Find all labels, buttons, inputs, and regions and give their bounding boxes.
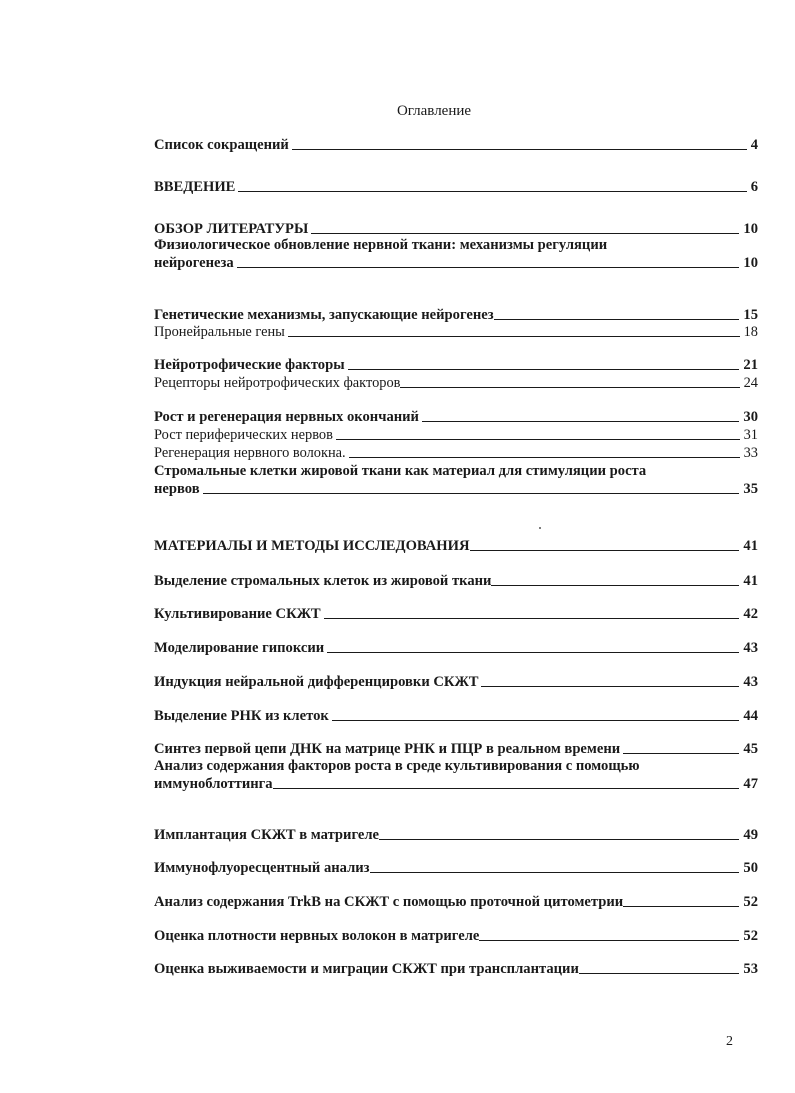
toc-entry-row (154, 444, 758, 462)
toc-leader-line (623, 906, 739, 907)
toc-entry-row (154, 306, 758, 324)
toc-entry-row (154, 537, 758, 555)
toc-entry-title: Генетические механизмы, запускающие нейрогенез (154, 307, 494, 323)
toc-leader-line (623, 753, 739, 754)
toc-entry-title: Нейротрофические факторы (154, 357, 345, 373)
toc-entry-title: Рецепторы нейротрофических факторов (154, 375, 401, 391)
toc-entry-row (154, 408, 758, 426)
toc-entry-row (154, 605, 758, 623)
toc-entry (154, 673, 758, 691)
toc-page-number: 53 (743, 961, 758, 977)
toc-entry-row (154, 426, 758, 444)
toc-entry-title: Рост и регенерация нервных окончаний (154, 409, 419, 425)
toc-leader-line (481, 686, 739, 687)
toc-entry-row (154, 639, 758, 657)
toc-entry-title: Регенерация нервного волокна. (154, 445, 346, 461)
toc-leader-line (237, 267, 740, 268)
toc-leader-line (370, 872, 740, 873)
toc-entry (154, 707, 758, 725)
toc-leader-line (238, 191, 746, 192)
toc-entry-row (154, 826, 758, 844)
toc-entry-title: Культивирование СКЖТ (154, 606, 321, 622)
toc-page-number: 52 (743, 894, 758, 910)
toc-leader-line (336, 439, 740, 440)
toc-entry-title: Оценка плотности нервных волокон в матригеле (154, 928, 480, 944)
toc-entry-title: Моделирование гипоксии (154, 640, 325, 656)
toc-page-number: 43 (743, 674, 758, 690)
toc-page-number: 42 (743, 606, 758, 622)
toc-leader-line (400, 387, 739, 388)
toc-entry-row (154, 740, 758, 758)
toc-page-number: 31 (743, 427, 758, 443)
toc-leader-line (494, 319, 740, 320)
toc-entry-title: Оценка выживаемости и миграции СКЖТ при трансплантации (154, 961, 579, 977)
toc-leader-line (332, 720, 740, 721)
toc-entry-title: МАТЕРИАЛЫ И МЕТОДЫ ИССЛЕДОВАНИЯ (154, 538, 470, 554)
toc-entry-row (154, 480, 758, 498)
toc-entry (154, 960, 758, 978)
toc-entry-title: нейрогенеза (154, 255, 234, 271)
toc-page-number: 24 (743, 375, 758, 391)
toc-entry-title: Пронейральные гены (154, 324, 285, 340)
toc-entry (154, 374, 758, 392)
toc-leader-line (311, 233, 739, 234)
toc-entry (154, 408, 758, 426)
toc-entry (154, 306, 758, 324)
toc-entry-row (154, 356, 758, 374)
toc-page-number: 6 (750, 179, 758, 195)
toc-entry-title: Синтез первой цепи ДНК на матрице РНК и ПЦР в реальном времени (154, 741, 621, 757)
toc-entry (154, 462, 758, 498)
toc-entry-title: Рост периферических нервов (154, 427, 333, 443)
toc-entry (154, 537, 758, 555)
toc-entry (154, 323, 758, 341)
toc-entry-title: Выделение РНК из клеток (154, 708, 329, 724)
toc-page-number: 33 (743, 445, 758, 461)
toc-entry-row (154, 323, 758, 341)
toc-page-number: 18 (743, 324, 758, 340)
toc-entry (154, 605, 758, 623)
toc-entry-row (154, 707, 758, 725)
toc-entry (154, 178, 758, 196)
toc-page-number: 4 (750, 137, 758, 153)
toc-leader-line (579, 973, 740, 974)
toc-entry-title-line1: Стромальные клетки жировой ткани как материал для стимуляции роста (154, 463, 647, 479)
toc-page-number: 52 (743, 928, 758, 944)
toc-entry-title: ОБЗОР ЛИТЕРАТУРЫ (154, 221, 309, 237)
toc-page-number: 49 (743, 827, 758, 843)
toc-leader-line (288, 336, 740, 337)
toc-entry-title: иммуноблоттинга (154, 776, 273, 792)
toc-leader-line (379, 839, 739, 840)
toc-entry-row (154, 859, 758, 877)
toc-entry-title: Анализ содержания TrkB на СКЖТ с помощью проточной цитометрии (154, 894, 624, 910)
toc-entry (154, 136, 758, 154)
toc-entry (154, 927, 758, 945)
toc-page-number: 21 (743, 357, 758, 373)
toc-entry (154, 757, 758, 793)
toc-entry (154, 236, 758, 272)
toc-leader-line (327, 652, 739, 653)
toc-entry (154, 426, 758, 444)
toc-page-number: 35 (743, 481, 758, 497)
page-number: 2 (726, 1034, 733, 1049)
toc-entry-title: нервов (154, 481, 200, 497)
toc-page-number: 44 (743, 708, 758, 724)
toc-entry-row (154, 178, 758, 196)
toc-entry-title: Индукция нейральной дифференцировки СКЖТ (154, 674, 479, 690)
toc-page-number: 30 (743, 409, 758, 425)
toc-entry-title: ВВЕДЕНИЕ (154, 179, 236, 195)
toc-entry (154, 356, 758, 374)
toc-entry-row (154, 960, 758, 978)
toc-leader-line (491, 585, 739, 586)
toc-leader-line (479, 940, 739, 941)
toc-page-number: 15 (743, 307, 758, 323)
toc-page-number: 50 (743, 860, 758, 876)
toc-leader-line (422, 421, 739, 422)
toc-entry-row (154, 136, 758, 154)
toc-entry-row (154, 374, 758, 392)
toc-page-number: 45 (743, 741, 758, 757)
toc-entry-title-line1: Анализ содержания факторов роста в среде культивирования с помощью (154, 758, 640, 774)
toc-leader-line (203, 493, 740, 494)
toc-entry-title: Иммунофлуоресцентный анализ (154, 860, 370, 876)
toc-page-number: 41 (743, 538, 758, 554)
toc-leader-line (292, 149, 747, 150)
toc-leader-line (273, 788, 740, 789)
toc-entry-row (154, 572, 758, 590)
toc-leader-line (349, 457, 740, 458)
toc-entry-row (154, 254, 758, 272)
toc-entry-title: Выделение стромальных клеток из жировой ткани (154, 573, 492, 589)
toc-page-number: 41 (743, 573, 758, 589)
toc-entry-row (154, 927, 758, 945)
toc-page-number: 10 (743, 255, 758, 271)
toc-entry-row (154, 893, 758, 911)
toc-leader-line (470, 550, 740, 551)
toc-entry-row (154, 673, 758, 691)
toc-entry (154, 859, 758, 877)
toc-entry (154, 826, 758, 844)
scan-speck (539, 527, 541, 529)
toc-leader-line (324, 618, 740, 619)
toc-entry (154, 740, 758, 758)
toc-entry (154, 444, 758, 462)
toc-entry (154, 893, 758, 911)
page-title: Оглавление (396, 103, 472, 119)
toc-page-number: 43 (743, 640, 758, 656)
toc-leader-line (348, 369, 740, 370)
toc-page-number: 10 (743, 221, 758, 237)
toc-entry (154, 572, 758, 590)
toc-entry-title-line1: Физиологическое обновление нервной ткани: механизмы регуляции (154, 237, 608, 253)
toc-page-number: 47 (743, 776, 758, 792)
toc-entry-title: Список сокращений (154, 137, 289, 153)
toc-entry (154, 639, 758, 657)
toc-entry-title: Имплантация СКЖТ в матригеле (154, 827, 380, 843)
toc-entry-row (154, 775, 758, 793)
